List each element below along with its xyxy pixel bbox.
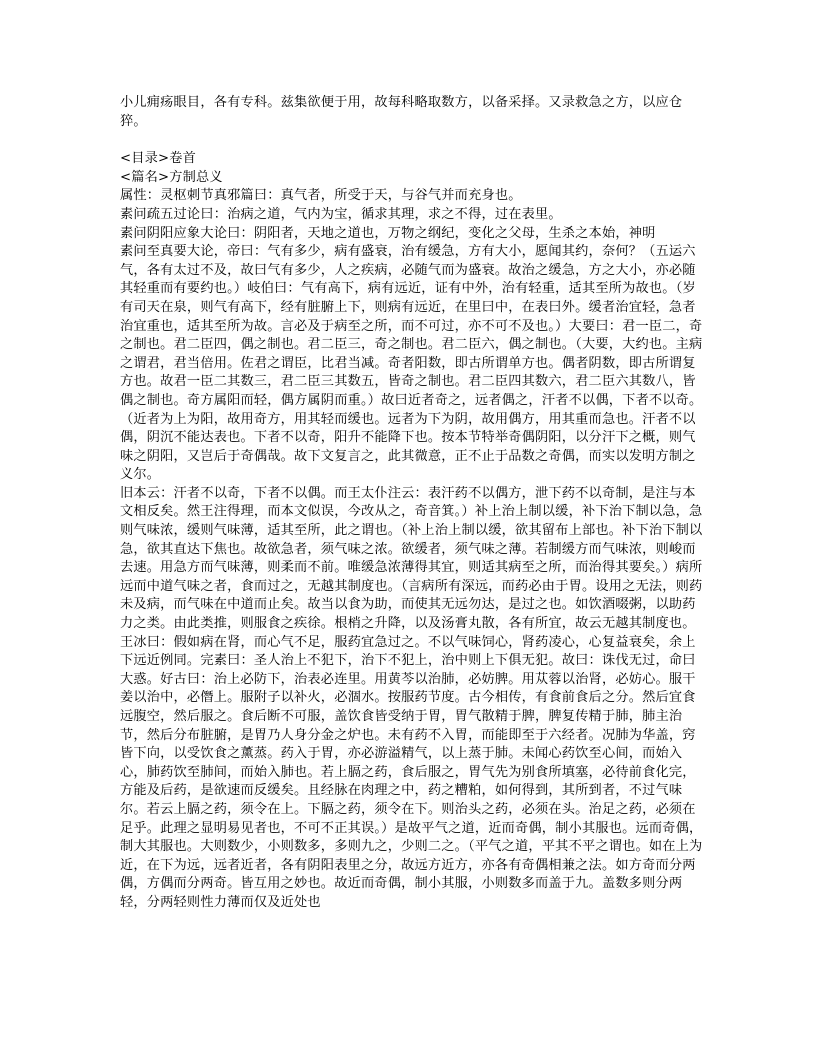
paragraph-spacer <box>120 131 704 150</box>
citation-paragraph: 素问疏五过论曰：治病之道，气内为宝，循求其理，求之不得，过在表里。 <box>120 206 562 222</box>
chapter-heading: <篇名>方制总义 <box>120 169 223 185</box>
catalog-heading: <目录>卷首 <box>120 151 197 167</box>
attribute-line: 属性：灵枢刺节真邪篇曰：真气者，所受于天，与谷气并而充身也。 <box>120 188 522 204</box>
document-page <box>120 94 704 913</box>
citation-paragraph: 素问至真要大论，帝曰：气有多少，病有盛衰，治有缓急，方有大小，愿闻其约，奈何？（五运六气，各有太过不及，故曰气有多少，人之疾病，必随气而为盛衰。故治之缓急，方之大小，亦必随其轻重而有要约也。）岐伯曰：气有高下，病有远近，证有中外，治有轻重，适其至所为故也。（岁有司天在泉，则气有高下，经有脏腑上下，则病有远近，在里曰中，在表曰外。缓者治宜轻，急者治宜重也，适其至所为故。言必及于病至之所，而不可过，亦不可不及也。）大要曰：君一臣二，奇之制也。君二臣四，偶之制也。君二臣三，奇之制也。君二臣六，偶之制也。（大要，大约也。主病之谓君，君当倍用。佐君之谓臣，比君当减。奇者阳数，即古所谓单方也。偶者阴数，即古所谓复方也。故君一臣二其数三，君二臣三其数五，皆奇之制也。君二臣四其数六，君二臣六其数八，皆偶之制也。奇方属阳而轻，偶方属阴而重。）故曰近者奇之，远者偶之，汗者不以偶，下者不以奇。（近者为上为阳，故用奇方，用其轻而缓也。远者为下为阴，故用偶方，用其重而急也。汗者不以偶，阴沉不能达表也。下者不以奇，阳升不能降下也。按本节特举奇偶阴阳，以分汗下之概，则气味之阴阳，又岂后于奇偶哉。故下文复言之，此其微意，正不止于品数之奇偶，而实以发明方制之义尔。 <box>120 244 703 483</box>
citation-paragraph: 旧本云：汗者不以奇，下者不以偶。而王太仆注云：表汗药不以偶方，泄下药不以奇制，是注与本文相反矣。然王注得理，而本文似误，今改从之，奇音箕。）补上治上制以缓，补下治下制以急，急则气味浓，缓则气味薄，适其至所，此之谓也。（补上治上制以缓，欲其留布上部也。补下治下制以急，欲其直达下焦也。故欲急者，须气味之浓。欲缓者，须气味之薄。若制缓方而气味浓，则峻而去速。用急方而气味薄，则柔而不前。唯缓急浓薄得其宜，则适其病至之所，而治得其要矣。）病所远而中道气味之者，食而过之，无越其制度也。（言病所有深远，而药必由于胃。设用之无法，则药未及病，而气味在中道而止矣。故当以食为助，而使其无远勿达，是过之也。如饮酒啜粥，以助药力之类。由此类推，则服食之疾徐。根梢之升降，以及汤膏丸散，各有所宜，故云无越其制度也。王冰曰：假如病在肾，而心气不足，服药宜急过之。不以气味饲心，肾药凌心，心复益衰矣，余上下远近例同。完素曰：圣人治上不犯下，治下不犯上，治中则上下俱无犯。故曰：诛伐无过，命曰大惑。好古曰：治上必防下，治表必连里。用黄芩以治肺，必妨脾。用苁蓉以治肾，必妨心。服干姜以治中，必僭上。服附子以补火，必涸水。按服药节度。古今相传，有食前食后之分。然后宜食远腹空，然后服之。食后断不可服，盖饮食皆受纳于胃，胃气散精于脾，脾复传精于肺，肺主治节，然后分布脏腑，是胃乃人身分金之炉也。未有药不入胃，而能即至于六经者。况肺为华盖，窍皆下向，以受饮食之薰蒸。药入于胃，亦必游溢精气，以上蒸于肺。未闻心药饮至心间，而始入心，肺药饮至肺间，而始入肺也。若上膈之药，食后服之，胃气先为别食所填塞，必待前食化完，方能及后药，是欲速而反缓矣。且经脉在肉理之中，药之糟粕，如何得到，其所到者，不过气味尔。若云上膈之药，须令在上。下膈之药，须令在下。则治头之药，必须在头。治足之药，必须在足乎。此理之显明易见者也，不可不正其误。）是故平气之道，近而奇偶，制小其服也。远而奇偶，制大其服也。大则数少，小则数多，多则九之，少则二之。（平气之道，平其不平之谓也。如在上为近，在下为远，远者近者，各有阴阳表里之分，故远方近方，亦各有奇偶相兼之法。如方奇而分两偶，方偶而分两奇。皆互用之妙也。故近而奇偶，制小其服，小则数多而盖于九。盖数多则分两轻，分两轻则性力薄而仅及近处也 <box>120 485 703 910</box>
citation-paragraph: 素问阴阳应象大论曰：阴阳者，天地之道也，万物之纲纪，变化之父母，生杀之本始，神明 <box>120 225 656 241</box>
intro-paragraph: 小儿痈疡眼目，各有专科。兹集欲便于用，故每科略取数方，以备采择。又录救急之方，以应仓猝。 <box>120 95 683 129</box>
